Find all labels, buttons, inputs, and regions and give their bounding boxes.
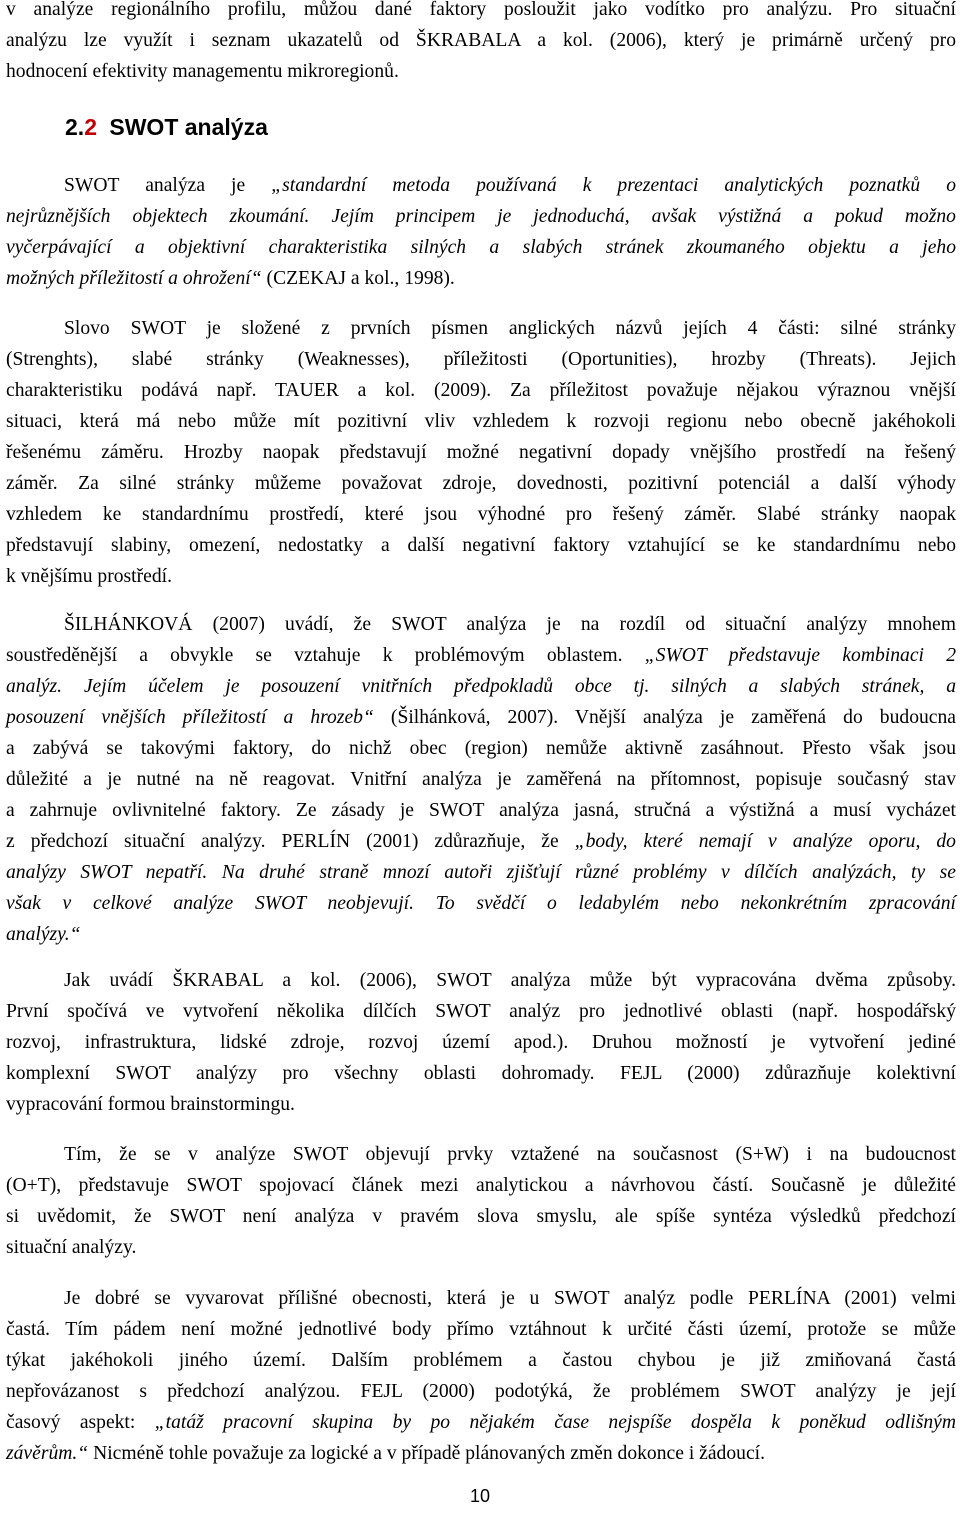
quote-run: Jejím principem je jednoduchá, avšak výstižná a pokud možno [309,206,956,227]
quote-run: závěrům.“ [6,1443,89,1464]
text-line [6,263,956,294]
text-line [6,671,956,702]
quote-run: však v celkové analýze SWOT neobjevují. To svědčí o ledabylém nebo nekonkrétním zpracování [6,893,956,914]
text-line: si uvědomit, že SWOT není analýza v pravém slova smyslu, ale spíše syntéza výsledků předchozí [6,1206,956,1227]
text-line: Je dobré se vyvarovat přílišné obecnosti, která je u SWOT analýz podle PERLÍNA (2001) velmi [64,1288,956,1309]
text-line [6,919,956,950]
text-run: SWOT analýza je [64,175,272,196]
paragraph-skrabal [6,965,956,1120]
text-line: vypracování formou brainstormingu. [6,1094,295,1115]
text-line: hodnocení efektivity managementu mikroregionů. [6,61,399,82]
text-line: rozvoj, infrastruktura, lidské zdroje, rozvoj území apod.). Druhou možností je vytvoření jediné [6,1032,956,1053]
paragraph-silhankova [6,609,956,950]
text-line: častá. Tím pádem není možné jednotlivé body přímo vztáhnout k určité části území, protože se může [6,1319,956,1340]
quote-run: nejrůznějších objektech zkoumání. [6,206,310,227]
text-line [6,1407,956,1438]
text-line: První spočívá ve vytvoření několika dílčích SWOT analýz pro jednotlivé oblasti (např. hospodářský [6,1001,956,1022]
text-line: situační analýzy. [6,1237,137,1258]
text-run: (Šilhánková, 2007). Vnější analýza je zaměřená do budoucna [373,707,956,728]
text-line: (O+T), představuje SWOT spojovací článek mezi analytickou a návrhovou částí. Současně je důležité [6,1175,956,1196]
paragraph-swot-definition [6,170,956,294]
text-line [6,232,956,263]
text-line [6,826,956,857]
section-number: 2. [65,114,85,140]
text-line: týkat jakéhokoli jiného území. Dalším problémem a častou chybou je již zmiňovaná častá [6,1350,956,1371]
quote-run: možných příležitostí a ohrožení“ [6,268,262,289]
page-number: 10 [469,1486,491,1506]
text-line: (Strenghts), slabé stránky (Weaknesses), příležitosti (Oportunities), hrozby (Threats). Jejich [6,349,956,370]
text-line [6,857,956,888]
text-line [6,888,956,919]
text-line [6,170,956,201]
text-line: analýzu lze využít i seznam ukazatelů od ŠKRABALA a kol. (2006), který je primárně určený pro [6,30,956,51]
section-number-accent: 2 [84,114,97,140]
paragraph-present-future [6,1139,956,1263]
text-line: ŠILHÁNKOVÁ (2007) uvádí, že SWOT analýza je na rozdíl od situační analýzy mnohem [64,614,956,635]
intro-paragraph [6,0,956,87]
quote-run: posouzení vnějších příležitostí a hrozeb“ [6,707,374,728]
paragraph-generality [6,1283,956,1469]
text-run: časový aspekt: [6,1412,155,1433]
text-line: komplexní SWOT analýzy pro všechny oblasti dohromady. FEJL (2000) zdůrazňuje kolektivní [6,1063,956,1084]
text-line: Slovo SWOT je složené z prvních písmen anglických názvů jejích 4 části: silné stránky [64,318,956,339]
text-line: Jak uvádí ŠKRABAL a kol. (2006), SWOT analýza může být vypracována dvěma způsoby. [64,970,956,991]
text-line: situaci, která má nebo může mít pozitivní vliv vzhledem k rozvoji regionu nebo obecně jakéhokoli [6,411,956,432]
text-line: v analýze regionálního profilu, můžou dané faktory posloužit jako vodítko pro analýzu. Pro situační [6,0,956,20]
quote-run: „SWOT představuje kombinaci 2 [644,645,957,666]
quote-run: „standardní metoda používaná k prezentaci analytických poznatků o [271,175,956,196]
text-line: představují slabiny, omezení, nedostatky a další negativní faktory vztahující se ke standardnímu nebo [6,535,956,556]
text-run: soustředěnější a obvykle se vztahuje k problémovým oblastem. [6,645,645,666]
text-line: a zabývá se takovými faktory, do nichž obec (region) nemůže aktivně zasáhnout. Přesto však jsou [6,738,956,759]
quote-run: analýzy.“ [6,924,81,945]
quote-run: analýz. Jejím účelem je posouzení vnitřních předpokladů obce tj. silných a slabých stránek, a [6,676,956,697]
text-line: důležité a je nutné na ně reagovat. Vnitřní analýza je zaměřená na přítomnost, popisuje současný stav [6,769,956,790]
text-run: (CZEKAJ a kol., 1998). [261,268,455,289]
quote-run: „tatáž pracovní skupina by po nějakém čase nejspíše dospěla k poněkud odlišným [154,1412,956,1433]
paragraph-swot-letters [6,313,956,592]
text-line: nepřovázanost s předchozí analýzou. FEJL (2000) podotýká, že problémem SWOT analýzy je její [6,1381,956,1402]
text-line: a zahrnuje ovlivnitelné faktory. Ze zásady je SWOT analýza jasná, stručná a výstižná a musí vycházet [6,800,956,821]
text-run: Nicméně tohle považuje za logické a v případě plánovaných změn dokonce i žádoucí. [88,1443,765,1464]
text-line: k vnějšímu prostředí. [6,566,172,587]
text-line [6,702,956,733]
text-line: Tím, že se v analýze SWOT objevují prvky vztažené na současnost (S+W) i na budoucnost [64,1144,956,1165]
text-line: vzhledem ke standardnímu prostředí, které jsou výhodné pro řešený záměr. Slabé stránky naopak [6,504,956,525]
quote-run: analýzy SWOT nepatří. Na druhé straně mnozí autoři zjišťují různé problémy v dílčích analýzách, ty se [6,862,956,883]
section-title: SWOT analýza [109,114,268,140]
text-line: řešenému záměru. Hrozby naopak představují možné negativní dopady vnějšího prostředí na řešený [6,442,956,463]
text-line [6,201,956,232]
text-line: charakteristiku podává např. TAUER a kol. (2009). Za příležitost považuje nějakou výraznou vnější [6,380,956,401]
section-heading [65,114,268,141]
text-line [6,1438,956,1469]
quote-run: „body, které nemají v analýze oporu, do [574,831,956,852]
quote-run: vyčerpávající a objektivní charakteristika silných a slabých stránek zkoumaného objektu a jeho [6,237,956,258]
text-run: z předchozí situační analýzy. PERLÍN (2001) zdůrazňuje, že [6,831,575,852]
text-line [6,640,956,671]
text-line: záměr. Za silné stránky můžeme považovat zdroje, dovednosti, pozitivní potenciál a další výhody [6,473,956,494]
